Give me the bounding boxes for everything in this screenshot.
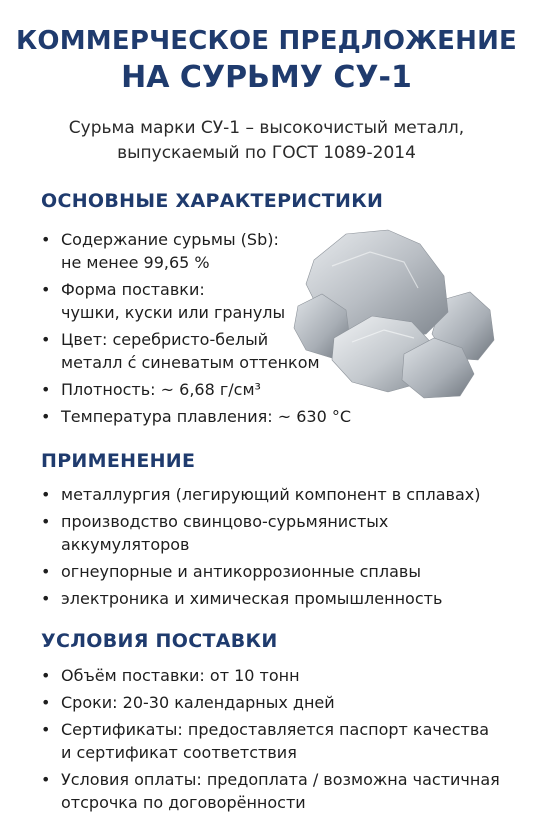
list-item [41, 483, 481, 506]
list-item-line: металл ć синеватым оттенком [61, 353, 320, 372]
list-item-line: чушки, куски или гранулы [61, 303, 286, 322]
list-item-line: • металлургия (легирующий компонент в сплавах) [61, 485, 481, 504]
subtitle-line: выпускаемый по ГОСТ 1089-2014 [117, 143, 416, 163]
list-item [41, 405, 351, 428]
list-item-line: • электроника и химическая промышленность [61, 589, 443, 608]
list-item-line: и сертификат соответствия [61, 743, 297, 762]
list-item-line: • Содержание сурьмы (Sb): [61, 230, 279, 249]
characteristics-heading: ОСНОВНЫЕ ХАРАКТЕРИСТИКИ [41, 190, 384, 212]
list-item-line: • Условия оплаты: предоплата / возможна частичная [61, 770, 500, 789]
subtitle-line: Сурьма марки СУ-1 – высокочистый металл, [68, 118, 465, 138]
list-item-line: • Температура плавления: ~ 630 °С [61, 407, 352, 426]
application-list [41, 483, 481, 610]
list-item [41, 768, 500, 814]
list-item-line: аккумуляторов [61, 535, 190, 554]
list-item [41, 691, 500, 714]
list-item [41, 510, 481, 556]
list-item-line: • производство свинцово-сурьмянистых [61, 512, 389, 531]
list-item [41, 560, 481, 583]
list-item-line: не менее 99,65 % [61, 253, 210, 272]
list-item [41, 718, 500, 764]
list-item-line: • Сроки: 20-30 календарных дней [61, 693, 335, 712]
subtitle [0, 116, 533, 166]
title-line-2: НА СУРЬМУ СУ-1 [121, 60, 412, 95]
list-item-line: • Плотность: ~ 6,68 г/см³ [61, 380, 261, 399]
title-line-1: КОММЕРЧЕСКОЕ ПРЕДЛОЖЕНИЕ [15, 26, 518, 56]
list-item-line: • Объём поставки: от 10 тонн [61, 666, 300, 685]
antimony-ingots-image [292, 222, 498, 400]
list-item-line: • огнеупорные и антикоррозионные сплавы [61, 562, 421, 581]
list-item-line: • Сертификаты: предоставляется паспорт качества [61, 720, 490, 739]
list-item-line: • Форма поставки: [61, 280, 205, 299]
list-item-line: отсрочка по договорённости [61, 793, 306, 812]
delivery-list [41, 664, 500, 814]
application-heading: ПРИМЕНЕНИЕ [41, 450, 196, 472]
delivery-heading: УСЛОВИЯ ПОСТАВКИ [41, 630, 278, 652]
list-item [41, 664, 500, 687]
list-item [41, 587, 481, 610]
list-item-line: • Цвет: серебристо-белый [61, 330, 269, 349]
